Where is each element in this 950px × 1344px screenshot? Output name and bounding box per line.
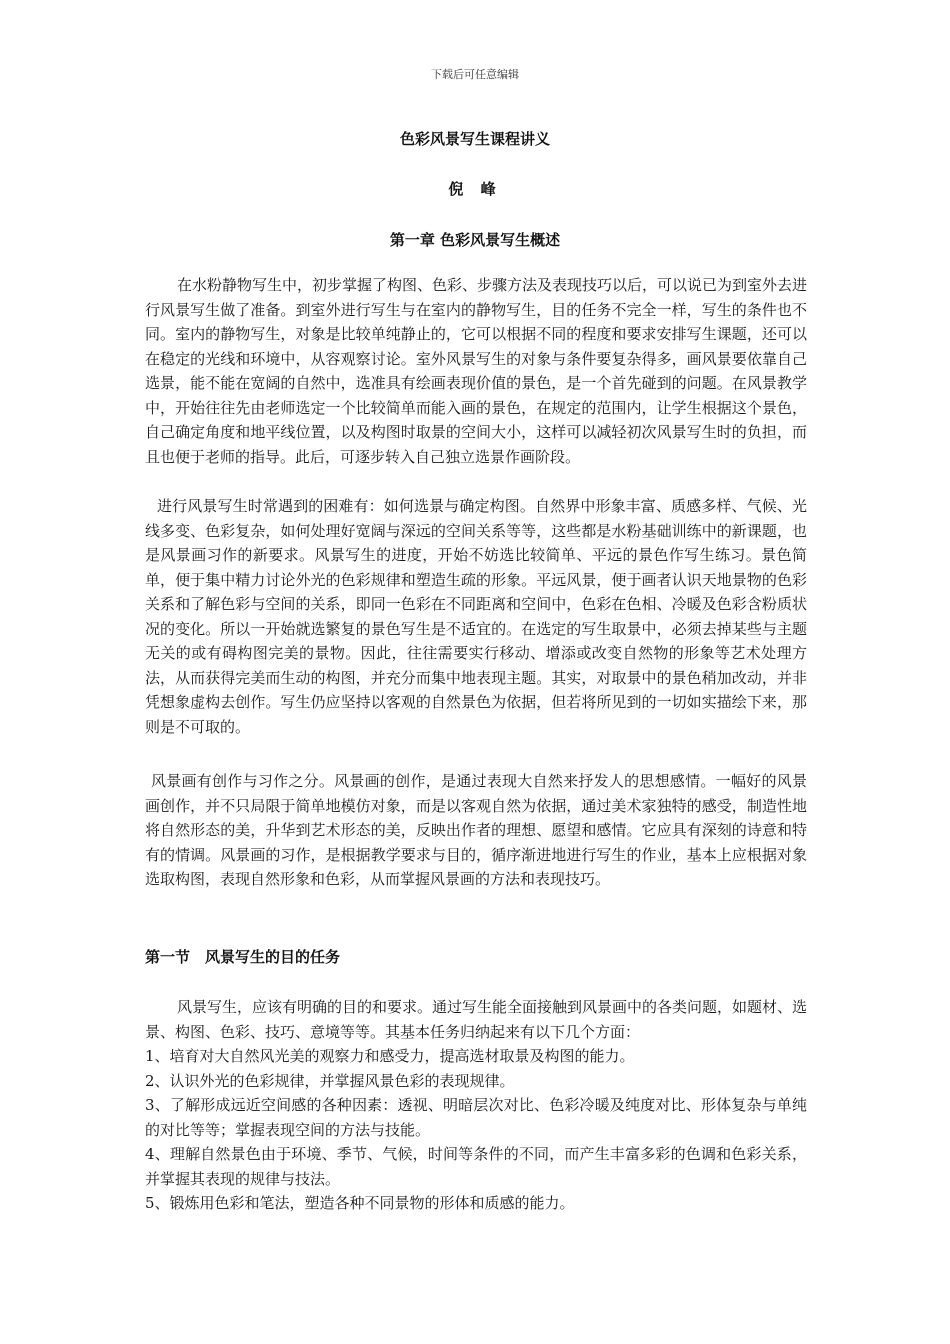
task-list	[145, 1044, 807, 1216]
author-name: 倪 峰	[448, 180, 502, 198]
paragraph-3: 风景画有创作与习作之分。风景画的创作，是通过表现大自然来抒发人的思想感情。一幅好的风景画创作，并不只局限于简单地模仿对象，而是以客观自然为依据，通过美术家独特的感受，制造性地将自然形态的美，升华到艺术形态的美，反映出作者的理想、愿望和感情。它应具有深刻的诗意和特有的情调。风景画的习作，是根据教学要求与目的，循序渐进地进行写生的作业，基本上应根据对象选取构图，表现自然形象和色彩，从而掌握风景画的方法和表现技巧。	[145, 772, 807, 888]
section-heading: 第一节 风景写生的目的任务	[145, 948, 341, 966]
list-item: 4、理解自然景色由于环境、季节、气候，时间等条件的不同，而产生丰富多彩的色调和色彩关系，并掌握其表现的规律与技法。	[145, 1145, 807, 1188]
paragraph-1: 在水粉静物写生中，初步掌握了构图、色彩、步骤方法及表现技巧以后，可以说已为到室外去进行风景写生做了准备。到室外进行写生与在室内的静物写生，目的任务不完全一样，写生的条件也不同。室内的静物写生，对象是比较单纯静止的，它可以根据不同的程度和要求安排写生课题，还可以在稳定的光线和环境中，从容观察讨论。室外风景写生的对象与条件要复杂得多，画风景要依靠自己选景，能不能在宽阔的自然中，选准具有绘画表现价值的景色，是一个首先碰到的问题。在风景教学中，开始往往先由老师选定一个比较简单而能入画的景色，在规定的范围内，让学生根据这个景色，自己确定角度和地平线位置，以及构图时取景的空间大小，这样可以减轻初次风景写生时的负担，而且也便于老师的指导。此后，可逐步转入自己独立选景作画阶段。	[145, 276, 808, 466]
section-intro: 风景写生，应该有明确的目的和要求。通过写生能全面接触到风景画中的各类问题，如题材、选景、构图、色彩、技巧、意境等等。其基本任务归纳起来有以下几个方面：	[145, 998, 808, 1041]
document-title: 色彩风景写生课程讲义	[399, 130, 550, 148]
paragraph-2: 进行风景写生时常遇到的困难有：如何选景与确定构图。自然界中形象丰富、质感多样、气候、光线多变、色彩复杂，如何处理好宽阔与深远的空间关系等等，这些都是水粉基础训练中的新课题，也是风景画习作的新要求。风景写生的进度，开始不妨选比较简单、平远的景色作写生练习。景色简单，便于集中精力讨论外光的色彩规律和塑造生疏的形象。平远风景，便于画者认识天地景物的色彩关系和了解色彩与空间的关系，即同一色彩在不同距离和空间中，色彩在色相、冷暖及色彩含粉质状况的变化。所以一开始就选繁复的景色写生是不适宜的。在选定的写生取景中，必须去掉某些与主题无关的或有碍构图完美的景物。因此，往往需要实行移动、增添或改变自然物的形象等艺术处理方法，从而获得完美而生动的构图，并充分而集中地表现主题。其实，对取景中的景色稍加改动，并非凭想象虚构去创作。写生仍应坚持以客观的自然景色为依据，但若将所见到的一切如实描绘下来，那则是不可取的。	[145, 497, 807, 736]
header-note: 下载后可任意编辑	[431, 68, 519, 81]
list-item: 1、培育对大自然风光美的观察力和感受力，提高选材取景及构图的能力。	[145, 1047, 635, 1065]
list-item: 5、锻炼用色彩和笔法，塑造各种不同景物的形体和质感的能力。	[145, 1194, 575, 1212]
list-item: 3、了解形成远近空间感的各种因素：透视、明暗层次对比、色彩冷暖及纯度对比、形体复杂与单纯的对比等等；掌握表现空间的方法与技能。	[145, 1096, 807, 1139]
chapter-title: 第一章 色彩风景写生概述	[389, 231, 561, 249]
list-item: 2、认识外光的色彩规律，并掌握风景色彩的表现规律。	[145, 1071, 515, 1090]
